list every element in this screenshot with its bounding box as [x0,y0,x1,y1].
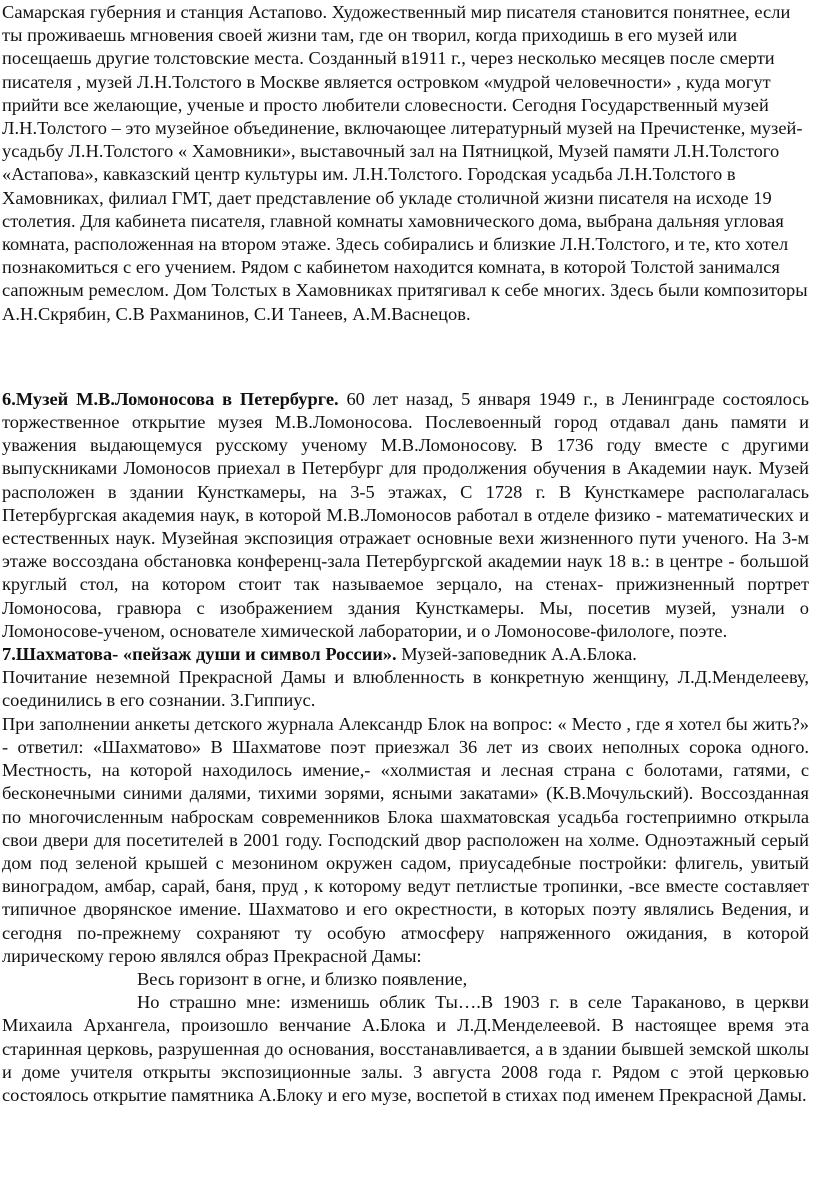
blank-gap [2,326,809,388]
section-6-paragraph [2,388,809,643]
section-7-body: При заполнении анкеты детского журнала Александр Блок на вопрос: « Место , где я хотел бы жить?» - ответил: «Шахматово» В Шахматове поэт приезжал 36 лет из своих неполных сорока одного. Местность, на которой находилось имение,- «холмистая и лесная страна с болотами, гатями, с бесконечными синими далями, тихими зорями, ясными закатами» (К.В.Мочульский). Воссозданная по многочисленным наброскам современников Блока шахматовская усадьба гостеприимно открыла свои двери для посетителей в 2001 году. Господский двор расположен на холме. Одноэтажный серый дом под зеленой крышей с мезонином окружен садом, приусадебные постройки: флигель, увитый виноградом, амбар, сарай, баня, пруд , к которому ведут петлистые тропинки, -все вместе составляет типичное дворянское имение. Шахматово и его окрестности, в которых поэту являлись Ведения, и сегодня по-прежнему сохраняют ту особую атмосферу напряженного ожидания, в которой лирическому герою являлся образ Прекрасной Дамы: [2,713,809,966]
section-7-closing [2,991,809,1107]
section-6-heading: 6.Музей М.В.Ломоносова в Петербурге. [2,388,339,409]
section-7-subtitle: Музей-заповедник А.А.Блока. [396,644,637,665]
section-6-body: 60 лет назад, 5 января 1949 г., в Ленинграде состоялось торжественное открытие музея М.В.Ломоносова. Послевоенный город отдавал дань памяти и уважения выдающемуся русскому ученому М.В.Ломоносову. В 1736 году вместе с другими выпускниками Ломоносов приехал в Петербург для продолжения обучения в Академии наук. Музей расположен в здании Кунсткамеры, на 3-5 этажах, С 1728 г. В Кунсткамере располагалась Петербургская академия наук, в которой М.В.Ломоносов работал в отделе физико - математических и естественных наук. Музейная экспозиция отражает основные вехи жизненного пути ученого. На 3-м этаже воссоздана обстановка конференц-зала Петербургской академии наук 18 в.: в центре - большой круглый стол, на котором стоит так называемое зерцало, на стенах- прижизненный портрет Ломоносова, гравюра с изображением здания Кунсткамеры. Мы, посетив музей, узнали о Ломоносове-ученом, основателе химической лаборатории, и о Ломоносове-филологе, поэте. [2,388,809,641]
section-7-heading-line [2,643,809,666]
section-7-closing-text: В 1903 г. в селе Тараканово, в церкви Михаила Архангела, произошло венчание А.Блока и Л.Д.Менделеевой. В настоящее время эта старинная церковь, разрушенная до основания, восстанавливается, а в здании бывшей земской школы и доме учителя открыты экспозиционные залы. 3 августа 2008 года г. Рядом с этой церковью состоялось открытие памятника А.Блоку и его музе, воспетой в стихах под именем Прекрасной Дамы. [2,992,809,1105]
section-7-heading: 7.Шахматова- «пейзаж души и символ России». [2,644,397,665]
intro-paragraph: Самарская губерния и станция Астапово. Художественный мир писателя становится понятнее, если ты проживаешь мгновения своей жизни там, где он творил, когда приходишь в его музей или посещаешь другие толстовские места. Созданный в1911 г., через несколько месяцев после смерти писателя , музей Л.Н.Толстого в Москве является островком «мудрой человечности» , куда могут прийти все желающие, ученые и просто любители словесности. Сегодня Государственный музей Л.Н.Толстого – это музейное объединение, включающее литературный музей на Пречистенке, музей-усадьбу Л.Н.Толстого « Хамовники», выставочный зал на Пятницкой, Музей памяти Л.Н.Толстого «Астапова», кавказский центр культуры им. Л.Н.Толстого. Городская усадьба Л.Н.Толстого в Хамовниках, филиал ГМТ, дает представление об укладе столичной жизни писателя на исходе 19 столетия. Для кабинета писателя, главной комнаты хамовнического дома, выбрана дальняя угловая комната, расположенная на втором этаже. Здесь собирались и близкие Л.Н.Толстого, и те, кто хотел познакомиться с его учением. Рядом с кабинетом находится комната, в которой Толстой занимался сапожным ремеслом. Дом Толстых в Хамовниках притягивал к себе многих. Здесь были композиторы А.Н.Скрябин, С.В Рахманинов, С.И Танеев, А.М.Васнецов. [2,2,808,324]
section-7-epigraph: Почитание неземной Прекрасной Дамы и влюбленность в конкретную женщину, Л.Д.Менделееву, соединились в его сознании. З.Гиппиус. [2,667,809,711]
poem-line-2: Но страшно мне: изменишь облик Ты…. [137,992,481,1013]
poem-line-1: Весь горизонт в огне, и близко появление, [137,968,468,989]
